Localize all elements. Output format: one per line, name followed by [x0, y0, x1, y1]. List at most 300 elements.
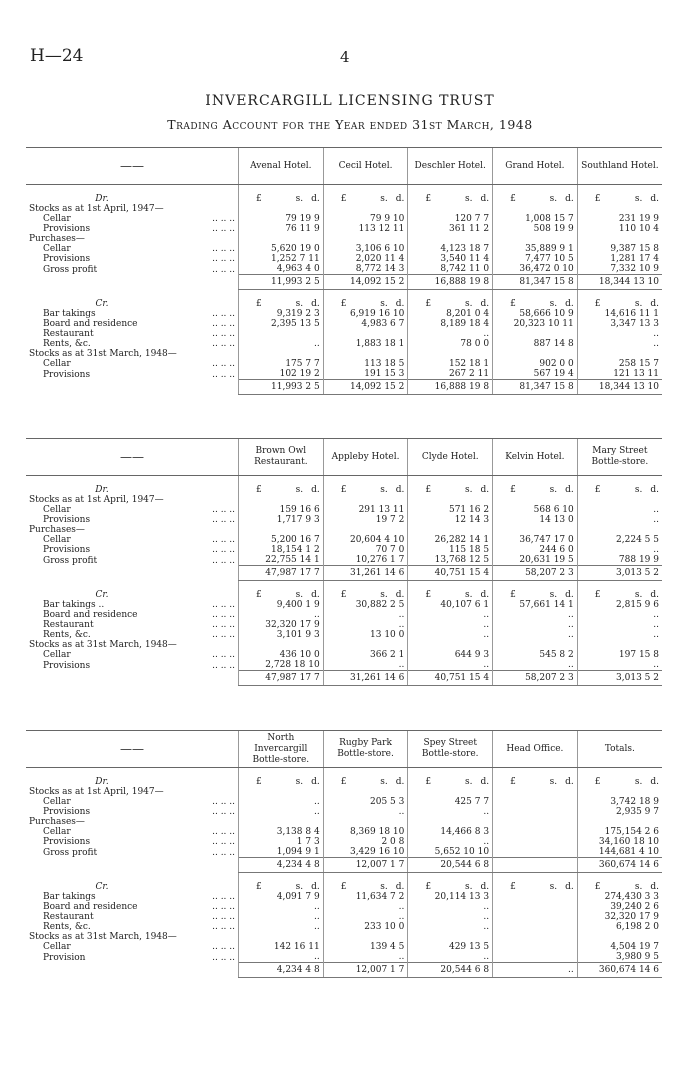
amount-cell: 6,198 2 0 — [577, 922, 662, 932]
row-label-text: Stocks as at 31st March, 1948— — [29, 932, 177, 942]
total-row — [26, 275, 662, 290]
amount-cell — [493, 922, 578, 932]
row-label-text: Board and residence — [43, 902, 138, 912]
column-header: Mary Street Bottle-store. — [577, 439, 662, 476]
table-row — [26, 224, 662, 234]
leader-dots: .. .. .. — [212, 902, 235, 912]
row-label-text: Stocks as at 1st April, 1947— — [29, 204, 164, 214]
row-label-text: Rents, &c. — [43, 339, 91, 349]
amount-cell: 144,681 4 10 — [577, 847, 662, 858]
amount-cell: 39,240 2 6 — [577, 902, 662, 912]
amount-cell: .. — [408, 660, 493, 671]
column-header: Grand Hotel. — [493, 148, 578, 185]
unit-shillings: s. — [380, 194, 388, 204]
leader-dots: .. .. .. — [212, 515, 235, 525]
total-cell: 81,347 15 8 — [493, 380, 578, 395]
table-row — [26, 254, 662, 264]
amount-cell: 4,963 4 0 — [239, 264, 324, 275]
row-label-text: Stocks as at 31st March, 1948— — [29, 640, 177, 650]
amount-cell: 291 13 11 — [323, 505, 408, 515]
unit-shillings: s. — [549, 882, 558, 892]
document-title: INVERCARGILL LICENSING TRUST — [205, 93, 495, 109]
unit-pounds: £ — [256, 777, 262, 787]
amount-cell — [493, 892, 578, 902]
amount-cell: 139 4 5 — [323, 942, 408, 952]
amount-cell: .. — [408, 620, 493, 630]
leader-dots: .. .. .. — [212, 309, 235, 319]
unit-pounds: £ — [340, 485, 347, 495]
unit-pence: d. — [565, 777, 574, 787]
row-label-text: Stocks as at 1st April, 1947— — [29, 787, 164, 797]
units-row — [26, 879, 662, 892]
units-cell — [408, 879, 493, 892]
amount-cell: 2,728 18 10 — [239, 660, 324, 671]
amount-cell: 20,631 19 5 — [493, 555, 578, 566]
row-label-text: Bar takings .. — [43, 600, 105, 610]
amount-cell: 121 13 11 — [577, 369, 662, 380]
amount-cell: 425 7 7 — [408, 797, 493, 807]
amount-cell: .. — [239, 912, 324, 922]
amount-cell: .. — [323, 610, 408, 620]
amount-cell: 22,755 14 1 — [239, 555, 324, 566]
amount-cell: 197 15 8 — [577, 650, 662, 660]
unit-pounds: £ — [425, 882, 432, 892]
table-row — [26, 535, 662, 545]
amount-cell — [239, 204, 324, 214]
total-cell: 18,344 13 10 — [577, 275, 662, 290]
unit-pence: d. — [395, 882, 405, 892]
row-label — [26, 515, 239, 525]
total-cell: 58,207 2 3 — [493, 566, 578, 581]
unit-shillings: s. — [380, 299, 388, 309]
total-cell: 360,674 14 6 — [577, 858, 662, 873]
total-label — [26, 671, 239, 686]
amount-cell: .. — [577, 505, 662, 515]
table-row — [26, 329, 662, 339]
amount-cell: .. — [493, 610, 578, 620]
total-label — [26, 566, 239, 581]
amount-cell: .. — [408, 807, 493, 817]
row-label — [26, 650, 239, 660]
amount-cell: .. — [239, 922, 324, 932]
amount-cell: .. — [408, 902, 493, 912]
amount-cell: 205 5 3 — [323, 797, 408, 807]
unit-pence: d. — [565, 194, 574, 204]
column-header: Totals. — [577, 731, 662, 768]
total-cell: 11,993 2 5 — [239, 275, 324, 290]
amount-cell: 3,980 9 5 — [577, 952, 662, 963]
total-row — [26, 858, 662, 873]
table-row — [26, 525, 662, 535]
units-cell — [577, 879, 662, 892]
row-label — [26, 214, 239, 224]
amount-cell: 152 18 1 — [408, 359, 493, 369]
unit-shillings: s. — [464, 777, 473, 787]
units-row — [26, 296, 662, 309]
table-row — [26, 610, 662, 620]
total-cell: 20,544 6 8 — [408, 963, 493, 978]
amount-cell: 13 10 0 — [323, 630, 408, 640]
units-cell — [577, 587, 662, 600]
amount-cell: 10,276 1 7 — [323, 555, 408, 566]
amount-cell: 2,935 9 7 — [577, 807, 662, 817]
column-header-row — [26, 148, 662, 185]
unit-shillings: s. — [549, 485, 558, 495]
amount-cell: 19 7 2 — [323, 515, 408, 525]
amount-cell — [408, 204, 493, 214]
units-cell — [239, 587, 324, 600]
unit-shillings: s. — [634, 485, 643, 495]
table-row — [26, 515, 662, 525]
unit-pounds: £ — [425, 194, 432, 204]
amount-cell — [408, 932, 493, 942]
amount-cell: .. — [323, 912, 408, 922]
row-label — [26, 600, 239, 610]
amount-cell: 36,747 17 0 — [493, 535, 578, 545]
total-cell: 16,888 19 8 — [408, 380, 493, 395]
total-row — [26, 671, 662, 686]
row-label — [26, 319, 239, 329]
table-row — [26, 214, 662, 224]
amount-cell: 267 2 11 — [408, 369, 493, 380]
account-table-3 — [26, 730, 662, 978]
amount-cell: .. — [493, 660, 578, 671]
amount-cell: 57,661 14 1 — [493, 600, 578, 610]
unit-pence: d. — [395, 194, 405, 204]
amount-cell: 361 11 2 — [408, 224, 493, 234]
amount-cell: 159 16 6 — [239, 505, 324, 515]
unit-shillings: s. — [295, 882, 304, 892]
row-label — [26, 942, 239, 952]
amount-cell: 1 7 3 — [239, 837, 324, 847]
leader-dots: .. .. .. — [212, 244, 235, 254]
amount-cell — [408, 640, 493, 650]
table-row — [26, 264, 662, 275]
unit-pounds: £ — [510, 299, 516, 309]
table-row — [26, 505, 662, 515]
amount-cell — [577, 234, 662, 244]
unit-shillings: s. — [464, 299, 473, 309]
units-cell — [323, 296, 408, 309]
leader-dots: .. .. .. — [212, 600, 235, 610]
amount-cell — [493, 827, 578, 837]
unit-pence: d. — [650, 194, 659, 204]
report-code: H—24 — [30, 46, 84, 66]
amount-cell: 2 0 8 — [323, 837, 408, 847]
total-row — [26, 963, 662, 978]
amount-cell: 233 10 0 — [323, 922, 408, 932]
amount-cell: 1,717 9 3 — [239, 515, 324, 525]
row-label-text: Cellar — [43, 535, 71, 545]
row-label — [26, 254, 239, 264]
row-label-text: Cellar — [43, 214, 71, 224]
amount-cell: 545 8 2 — [493, 650, 578, 660]
amount-cell: 2,020 11 4 — [323, 254, 408, 264]
table-row — [26, 922, 662, 932]
row-label — [26, 610, 239, 620]
header-dash: —— — [26, 439, 239, 476]
units-cell — [323, 482, 408, 495]
amount-cell — [577, 495, 662, 505]
leader-dots: .. .. .. — [212, 535, 235, 545]
amount-cell: 78 0 0 — [408, 339, 493, 349]
amount-cell — [323, 817, 408, 827]
page-number: 4 — [340, 48, 350, 66]
row-label — [26, 807, 239, 817]
amount-cell: 887 14 8 — [493, 339, 578, 349]
table-row — [26, 892, 662, 902]
amount-cell: .. — [239, 902, 324, 912]
units-cell — [408, 482, 493, 495]
column-header: Spey Street Bottle-store. — [408, 731, 493, 768]
unit-shillings: s. — [464, 882, 473, 892]
row-label — [26, 837, 239, 847]
amount-cell: 20,114 13 3 — [408, 892, 493, 902]
amount-cell: 571 16 2 — [408, 505, 493, 515]
amount-cell: 79 19 9 — [239, 214, 324, 224]
row-label-text: Cellar — [43, 797, 71, 807]
amount-cell: 3,742 18 9 — [577, 797, 662, 807]
amount-cell: 14,466 8 3 — [408, 827, 493, 837]
total-cell: 4,234 4 8 — [239, 858, 324, 873]
leader-dots: .. .. .. — [212, 892, 235, 902]
unit-shillings: s. — [380, 590, 388, 600]
side-label-text: Dr. — [95, 777, 109, 787]
amount-cell: .. — [577, 329, 662, 339]
total-cell: 14,092 15 2 — [323, 275, 408, 290]
row-label-text: Provisions — [43, 254, 91, 264]
table-row — [26, 555, 662, 566]
units-cell — [493, 191, 578, 204]
row-label — [26, 204, 239, 214]
total-row — [26, 380, 662, 395]
total-cell: 20,544 6 8 — [408, 858, 493, 873]
row-label — [26, 922, 239, 932]
row-label — [26, 827, 239, 837]
unit-shillings: s. — [549, 299, 558, 309]
units-row — [26, 774, 662, 787]
row-label — [26, 535, 239, 545]
unit-pounds: £ — [256, 485, 262, 495]
column-header: Clyde Hotel. — [408, 439, 493, 476]
unit-pence: d. — [650, 882, 659, 892]
row-label — [26, 640, 239, 650]
side-label-text: Dr. — [95, 194, 109, 204]
leader-dots: .. .. .. — [212, 807, 235, 817]
amount-cell: .. — [239, 797, 324, 807]
amount-cell: 40,107 6 1 — [408, 600, 493, 610]
amount-cell — [577, 932, 662, 942]
amount-cell — [493, 349, 578, 359]
amount-cell — [239, 932, 324, 942]
units-cell — [408, 296, 493, 309]
amount-cell: 175 7 7 — [239, 359, 324, 369]
unit-shillings: s. — [549, 777, 558, 787]
side-label — [26, 482, 239, 495]
table-row — [26, 952, 662, 963]
unit-pounds: £ — [340, 299, 347, 309]
unit-pounds: £ — [510, 590, 516, 600]
row-label — [26, 620, 239, 630]
amount-cell: .. — [323, 660, 408, 671]
header-dash: —— — [26, 148, 239, 185]
row-label-text: Stocks as at 1st April, 1947— — [29, 495, 164, 505]
row-label — [26, 630, 239, 640]
table-row — [26, 495, 662, 505]
unit-pence: d. — [480, 299, 490, 309]
leader-dots: .. .. .. — [212, 620, 235, 630]
amount-cell: .. — [239, 610, 324, 620]
amount-cell: .. — [577, 660, 662, 671]
row-label — [26, 545, 239, 555]
amount-cell: 115 18 5 — [408, 545, 493, 555]
amount-cell: .. — [577, 610, 662, 620]
unit-pounds: £ — [594, 299, 601, 309]
amount-cell — [493, 234, 578, 244]
column-header-row — [26, 439, 662, 476]
total-cell: 40,751 15 4 — [408, 671, 493, 686]
column-header: Appleby Hotel. — [323, 439, 408, 476]
unit-pence: d. — [480, 194, 490, 204]
unit-pounds: £ — [256, 590, 262, 600]
amount-cell: 4,504 19 7 — [577, 942, 662, 952]
row-label-text: Provisions — [43, 515, 91, 525]
unit-shillings: s. — [380, 777, 388, 787]
leader-dots: .. .. .. — [212, 827, 235, 837]
side-label — [26, 191, 239, 204]
amount-cell — [577, 349, 662, 359]
units-cell — [577, 774, 662, 787]
table-row — [26, 787, 662, 797]
table-row — [26, 630, 662, 640]
amount-cell: 8,742 11 0 — [408, 264, 493, 275]
leader-dots: .. .. .. — [212, 329, 235, 339]
unit-pence: d. — [480, 485, 490, 495]
amount-cell: .. — [239, 807, 324, 817]
table-row — [26, 902, 662, 912]
row-label-text: Cellar — [43, 244, 71, 254]
amount-cell — [239, 495, 324, 505]
table-row — [26, 204, 662, 214]
account-table-1 — [26, 147, 662, 395]
amount-cell — [577, 525, 662, 535]
amount-cell: 18,154 1 2 — [239, 545, 324, 555]
units-cell — [493, 879, 578, 892]
table-row — [26, 620, 662, 630]
amount-cell — [493, 912, 578, 922]
amount-cell — [239, 640, 324, 650]
units-cell — [323, 587, 408, 600]
amount-cell: .. — [323, 952, 408, 963]
amount-cell: 1,883 18 1 — [323, 339, 408, 349]
table-row — [26, 847, 662, 858]
unit-pence: d. — [395, 590, 405, 600]
row-label-text: Provisions — [43, 660, 91, 671]
amount-cell — [239, 525, 324, 535]
units-cell — [408, 191, 493, 204]
table-row — [26, 640, 662, 650]
row-label-text: Purchases— — [29, 234, 85, 244]
unit-shillings: s. — [634, 299, 643, 309]
amount-cell — [493, 204, 578, 214]
unit-pence: d. — [395, 485, 405, 495]
amount-cell — [239, 787, 324, 797]
amount-cell: 102 19 2 — [239, 369, 324, 380]
amount-cell — [323, 787, 408, 797]
amount-cell: 20,604 4 10 — [323, 535, 408, 545]
units-cell — [239, 482, 324, 495]
amount-cell — [493, 902, 578, 912]
row-label — [26, 817, 239, 827]
amount-cell: 231 19 9 — [577, 214, 662, 224]
unit-shillings: s. — [634, 882, 643, 892]
amount-cell — [493, 329, 578, 339]
amount-cell: 7,477 10 5 — [493, 254, 578, 264]
amount-cell: .. — [239, 952, 324, 963]
amount-cell: .. — [577, 545, 662, 555]
unit-pounds: £ — [594, 485, 601, 495]
column-header: North Invercargill Bottle-store. — [239, 731, 324, 768]
total-cell: 16,888 19 8 — [408, 275, 493, 290]
column-header: Head Office. — [493, 731, 578, 768]
table-row — [26, 797, 662, 807]
total-cell: 4,234 4 8 — [239, 963, 324, 978]
amount-cell: 4,123 18 7 — [408, 244, 493, 254]
units-cell — [239, 296, 324, 309]
amount-cell — [493, 817, 578, 827]
amount-cell: 2,815 9 6 — [577, 600, 662, 610]
amount-cell: 3,106 6 10 — [323, 244, 408, 254]
table-row — [26, 244, 662, 254]
leader-dots: .. .. .. — [212, 369, 235, 380]
unit-pounds: £ — [510, 485, 516, 495]
row-label-text: Bar takings — [43, 892, 96, 902]
table-row — [26, 339, 662, 349]
column-header-row — [26, 731, 662, 768]
amount-cell — [577, 640, 662, 650]
amount-cell: 644 9 3 — [408, 650, 493, 660]
amount-cell: 5,620 19 0 — [239, 244, 324, 254]
table-row — [26, 650, 662, 660]
table-row — [26, 837, 662, 847]
units-cell — [493, 482, 578, 495]
total-cell: 14,092 15 2 — [323, 380, 408, 395]
amount-cell: 79 9 10 — [323, 214, 408, 224]
row-label-text: Rents, &c. — [43, 630, 91, 640]
amount-cell: 9,400 1 9 — [239, 600, 324, 610]
amount-cell: .. — [408, 630, 493, 640]
row-label — [26, 847, 239, 858]
unit-pence: d. — [311, 777, 320, 787]
table-row — [26, 600, 662, 610]
unit-pence: d. — [311, 485, 320, 495]
amount-cell: .. — [493, 620, 578, 630]
units-cell — [577, 296, 662, 309]
unit-pounds: £ — [594, 882, 601, 892]
table-row — [26, 349, 662, 359]
leader-dots: .. .. .. — [212, 630, 235, 640]
unit-pounds: £ — [594, 194, 601, 204]
table-row — [26, 309, 662, 319]
total-cell: 40,751 15 4 — [408, 566, 493, 581]
side-label — [26, 774, 239, 787]
unit-pounds: £ — [256, 299, 262, 309]
amount-cell: 3,540 11 4 — [408, 254, 493, 264]
total-label — [26, 858, 239, 873]
amount-cell: 788 19 9 — [577, 555, 662, 566]
row-label-text: Gross profit — [43, 264, 98, 275]
total-cell: 12,007 1 7 — [323, 963, 408, 978]
